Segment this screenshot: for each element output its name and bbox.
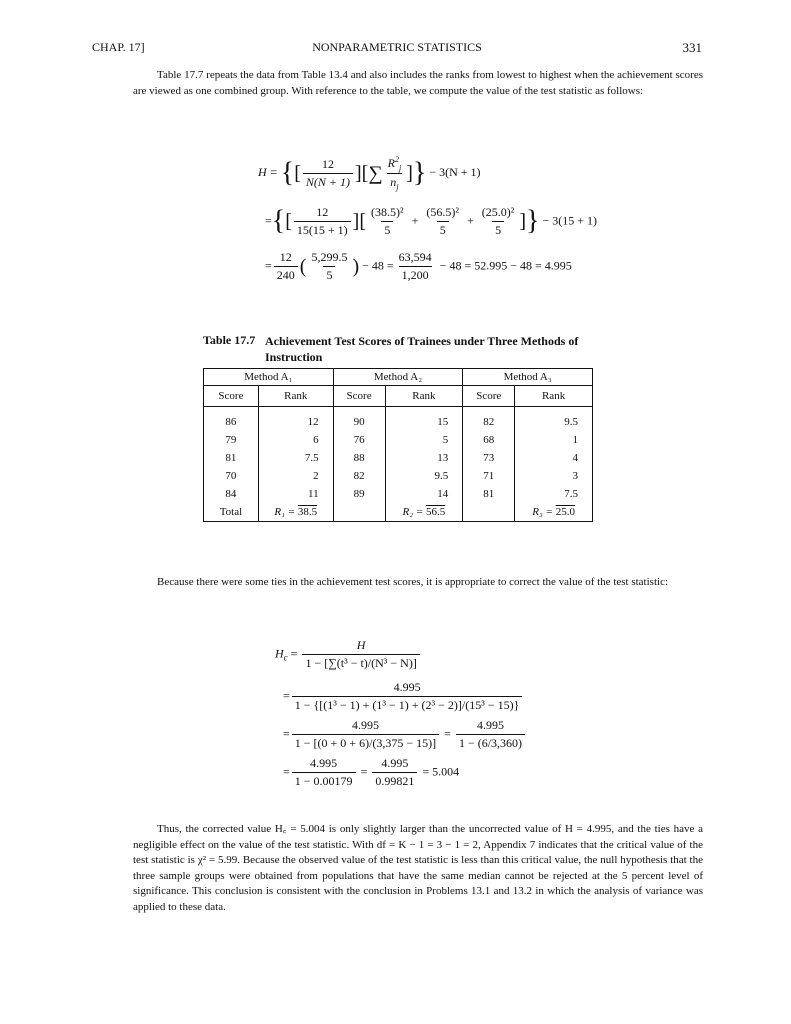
rank-sum-1: R₁ = 38.5 (258, 503, 333, 522)
running-header (92, 40, 702, 56)
table-row: 84 11 89 14 81 7.5 (204, 485, 593, 503)
column-header: Score (333, 386, 385, 407)
total-label: Total (219, 506, 243, 518)
table-title: Achievement Test Scores of Trainees under Three Methods of Instruction (265, 334, 579, 364)
equation-hc-line4: = $\frac{4.995}{1 - 0.00179}$ = $\frac{4.995}{0.99821}$ = 5.004 (283, 756, 460, 788)
table-subheader (204, 386, 593, 407)
group-header: Method A₁ (204, 369, 334, 386)
equation-hc-line2: = $\frac{4.995}{\text{1 − \{[(1³ − 1) + (1³ − 1) + (2³ − 2)]/(15³ − 15)\}}}$ (283, 680, 524, 713)
achievement-table (203, 368, 593, 522)
equation-h-line3: = $\frac{12}{240}$ ( $\frac{5,299.5}{5}$ ) − 48 = $\frac{63,594}{1,200}$ − 48 = 52.995 − 48 = 4.995 (265, 250, 572, 282)
column-header: Rank (515, 386, 593, 407)
intro-paragraph: Table 17.7 repeats the data from Table 13.4 and also includes the ranks from lowest to highest when the achievement scores are viewed as one combined group. With reference to the table, we compute the value of the test statistic as follows: (133, 69, 703, 97)
h-lhs: H = (258, 165, 278, 180)
table-row: 70 2 82 9.5 71 3 (204, 467, 593, 485)
table-row: 79 6 76 5 68 1 (204, 431, 593, 449)
column-header: Rank (385, 386, 463, 407)
table-caption (203, 333, 605, 365)
total-row (204, 503, 593, 522)
table-group-header (204, 369, 593, 386)
group-header: Method A₂ (333, 369, 463, 386)
equation-h-line2: ={[ $\frac{12}{15(15 + 1)}$ ][ $\frac{\text{(38.5)²}}{5}$ + $\frac{\text{(56.5)²}}{5}$ + $\frac{\text{(25.0)²}}{5}$ ]} − 3(15 + 1) (265, 205, 598, 237)
column-header: Score (463, 386, 515, 407)
column-header: Rank (258, 386, 333, 407)
equation-hc-line1: $H_c$ = $\frac{H}{\text{1 − [∑(t³ − t)/(N³ − N)]}}$ (275, 638, 422, 671)
table-label: Table 17.7 (203, 333, 256, 347)
chapter-label: CHAP. 17] (92, 40, 145, 54)
page-number: 331 (682, 40, 702, 55)
column-header: Score (204, 386, 259, 407)
table-row: 86 12 90 15 82 9.5 (204, 407, 593, 432)
frac-rj-over-nj: $\frac{R^2_j}{n_j}$ (387, 155, 402, 192)
ties-paragraph: Because there were some ties in the achievement test scores, it is appropriate to correct the value of the test statistic: (157, 576, 669, 588)
group-header: Method A₃ (463, 369, 593, 386)
conclusion-paragraph: Thus, the corrected value H꜀ = 5.004 is only slightly larger than the uncorrected value of H = 4.995, and the ties have a negligible effect on the value of the test statistic. With df = K − 1 = 3 − 1 = 2, Appendix 7 indicates that the critical value of the test statistic is χ² = 5.99. Because the observed value of the test statistic is less than this critical value, the null hypothesis that the three sample groups were obtained from populations that have the same median cannot be rejected at the 5 percent level of significance. This conclusion is consistent with the conclusion in Problems 13.1 and 13.2 in which the analysis of variance was applied to these data. (133, 823, 703, 913)
table-row: 81 7.5 88 13 73 4 (204, 449, 593, 467)
equation-hc-line3: = $\frac{4.995}{1 - [(0 + 0 + 6)/(3,375 - 15)]}$ = $\frac{4.995}{1 - (6/3,360)}$ (283, 718, 527, 751)
rank-sum-3: R₃ = 25.0 (515, 503, 593, 522)
section-title: NONPARAMETRIC STATISTICS (312, 40, 482, 54)
frac-12-over-n: $\frac{12}{N(N + 1)}$ (303, 157, 353, 190)
rank-sum-2: R₂ = 56.5 (385, 503, 463, 522)
equation-h-line1: H = {[ $\frac{12}{N(N + 1)}$ ][∑ $\frac{R^2_j}{n_j}$ ]} − 3(N + 1) (258, 155, 481, 192)
